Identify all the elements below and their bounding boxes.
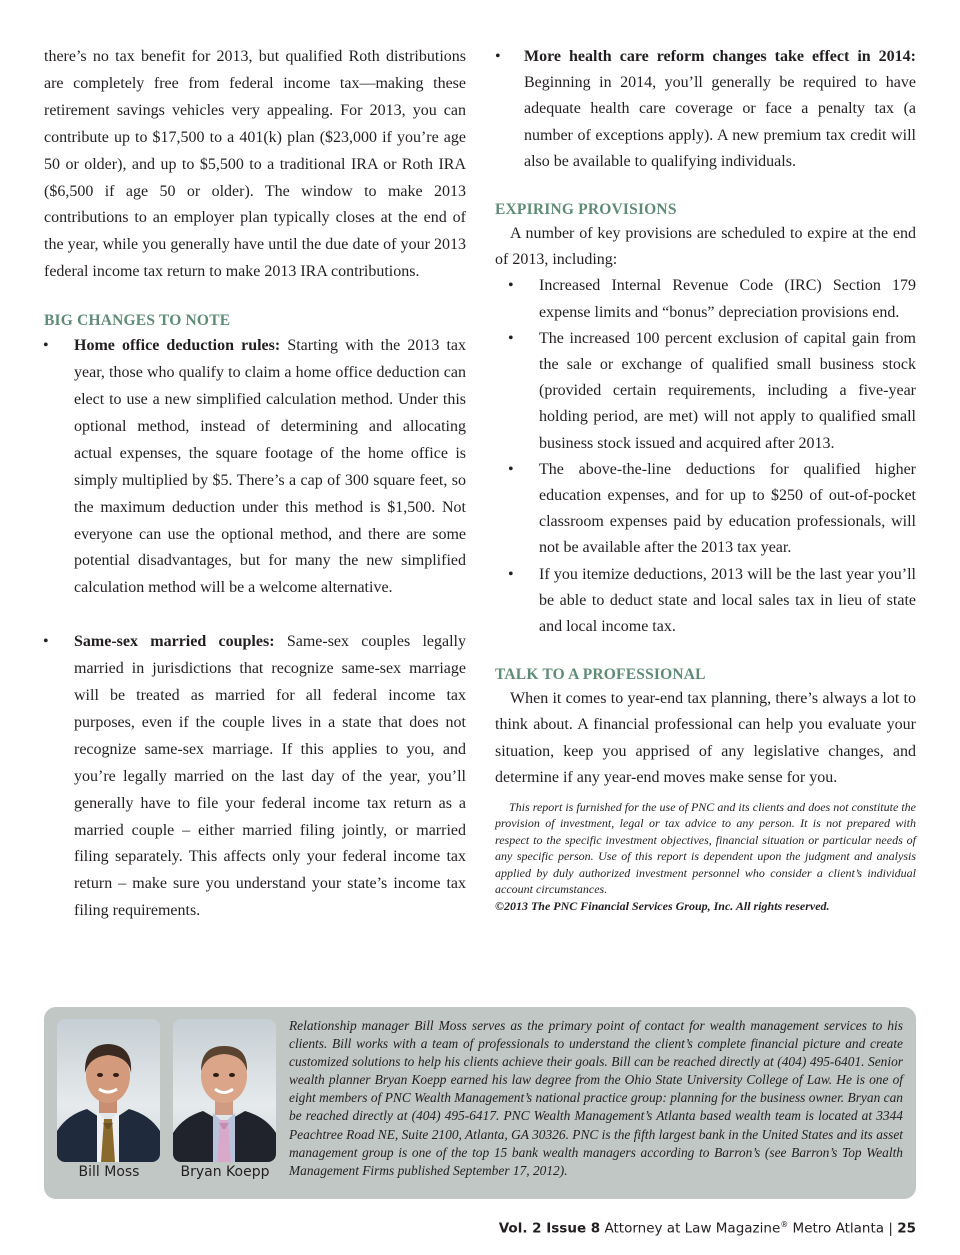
bullet-text: Same-sex couples legally married in jurisdictions that recognize same-sex marriage will be treated as married for all federal income tax purposes, even if the couple lives in a state that does not recognize same-sex marriage. If this applies to you, and you’re legally married on the last day of the year, you’ll generally have to file your federal income tax return as a married couple – either married filing jointly, or married filing separately. This affects only your federal income tax return – make sure you understand your state’s income tax filing requirements. [74,633,466,920]
bullet-icon: • [508,277,514,295]
bullet-icon: • [508,460,514,478]
footer-issue: Vol. 2 Issue 8 [498,1220,601,1237]
bullet-text: The increased 100 percent exclusion of capital gain from the sale or exchange of qualified small business stock (provided certain requirements, including a five-year holding period, are met) will not apply to qualified small business stock issued and acquired after 2013. [539,329,916,452]
section-title-expiring: EXPIRING PROVISIONS [495,201,677,219]
bullet-lead: Home office deduction rules: [74,337,281,355]
bullet-text: Increased Internal Revenue Code (IRC) Section 179 expense limits and “bonus” depreciation provisions end. [539,277,916,321]
left-column [44,44,466,925]
footer-magazine: Attorney at Law Magazine [604,1220,781,1237]
bullet-icon: • [495,48,501,65]
list-item [495,273,916,325]
bio-text: Relationship manager Bill Moss serves as the primary point of contact for wealth management services to his clients. Bill works with a team of professionals to understand the client’s complete financial picture and create customized solutions to help his clients achieve their goals. Bill can be reached directly at (404) 495-6401. Senior wealth planner Bryan Koepp earned his law degree from the Ohio State University College of Law. He is one of eight members of PNC Wealth Management’s national practice group: planning for the business owner. Bryan can be reached directly at (404) 495-6417. PNC Wealth Management’s Atlanta based wealth team is located at 3344 Peachtree Road NE, Suite 2100, Atlanta, GA 30326. PNC is the fifth largest bank in the United States and its asset management group is one of the top 15 bank wealth managers according to Barron’s (see Barron’s Top Wealth Management Firms published September 17, 2012). [289,1018,903,1178]
bullet-icon: • [508,565,514,583]
footer-region: Metro Atlanta [792,1220,885,1237]
bullet-icon: • [43,337,49,355]
bullet-text: Starting with the 2013 tax year, those who qualify to claim a home office deduction can elect to use a new simplified calculation method. Under this optional method, instead of determining and allocating actual expenses, the square footage of the home office is simply multiplied by $5. There’s a cap of 300 square feet, so the maximum deduction under this method is $1,500. Not everyone can use the optional method, and there are some potential disadvantages, but for many the new simplified calculation method will be a welcome alternative. [74,337,466,597]
expiring-list [495,273,916,640]
expiring-intro: A number of key provisions are scheduled to expire at the end of 2013, including: [495,225,916,269]
list-item [495,326,916,457]
right-column [495,44,916,915]
photo-bryan-koepp [173,1019,276,1162]
section-title-big-changes: BIG CHANGES TO NOTE [44,312,231,330]
name-bryan-koepp: Bryan Koepp [180,1164,270,1180]
page-footer [499,1220,916,1237]
list-item [44,629,466,925]
bullet-icon: • [508,329,514,347]
name-bill-moss: Bill Moss [78,1164,140,1180]
list-item [495,457,916,562]
bullet-icon: • [43,633,49,651]
list-item [495,44,916,175]
list-item [44,333,466,602]
bullet-lead: More health care reform changes take effect in 2014: [524,48,916,65]
section-title-talk: TALK TO A PROFESSIONAL [495,666,706,684]
footer-registered-mark: ® [780,1220,789,1229]
copyright: ©2013 The PNC Financial Services Group, Inc. All rights reserved. [495,898,830,913]
disclaimer: This report is furnished for the use of PNC and its clients and does not constitute the provision of investment, legal or tax advice to any person. It is not prepared with respect to the specific investment objectives, financial situation or particular needs of any specific person. Use of this report is dependent upon the judgment and analysis applied by duly authorized investment personnel who consider a client’s individual account circumstances. [495,800,916,897]
footer-separator: | [888,1220,893,1237]
bullet-text: Beginning in 2014, you’ll generally be required to have adequate health care coverage or face a penalty tax (a number of exceptions apply). A new premium tax credit will also be available to qualifying individuals. [524,74,916,170]
big-changes-list [44,333,466,925]
bullet-text: If you itemize deductions, 2013 will be the last year you’ll be able to deduct state and local sales tax in lieu of state and local income tax. [539,565,916,636]
list-item [495,562,916,641]
bullet-lead: Same-sex married couples: [74,633,275,651]
photo-bill-moss [57,1019,160,1162]
intro-paragraph: there’s no tax benefit for 2013, but qualified Roth distributions are completely free from federal income tax—making these retirement savings vehicles very appealing. For 2013, you can contribute up to $17,500 to a 401(k) plan ($23,000 if you’re age 50 or older), and up to $5,500 to a traditional IRA or Roth IRA ($6,500 if age 50 or older). The window to make 2013 contributions to an employer plan typically closes at the end of the year, while you generally have until the due date of your 2013 federal income tax return to make 2013 IRA contributions. [44,48,466,281]
health-care-list [495,44,916,175]
page-number: 25 [897,1220,916,1237]
bio-box [44,1007,916,1199]
talk-paragraph: When it comes to year-end tax planning, there’s always a lot to think about. A financial professional can help you evaluate your situation, keep you apprised of any legislative changes, and determine if any year-end moves make sense for you. [495,690,916,786]
bullet-text: The above-the-line deductions for qualified higher education expenses, and for up to $250 of out-of-pocket classroom expenses paid by education professionals, will not be available after the 2013 tax year. [539,460,916,557]
